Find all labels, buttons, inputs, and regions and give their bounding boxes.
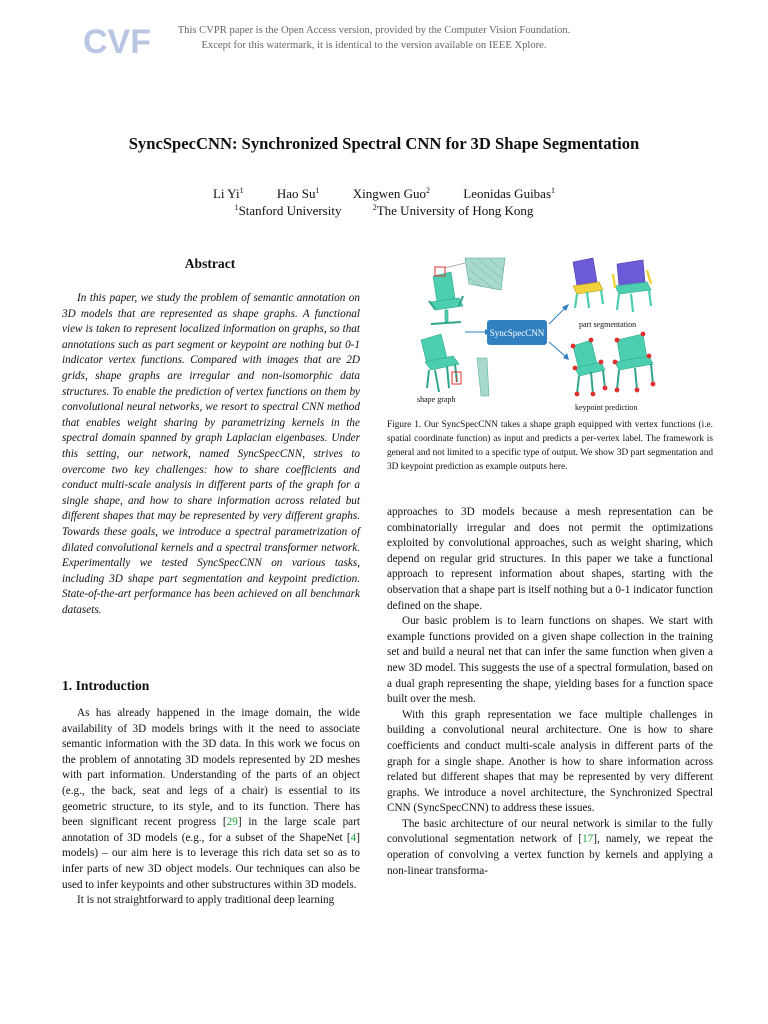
watermark-line-2: Except for this watermark, it is identical to the version available on IEEE Xplore. <box>201 40 547 51</box>
label-keypoint-prediction: keypoint prediction <box>575 403 638 412</box>
watermark-line-1: This CVPR paper is the Open Access version, provided by the Computer Vision Foundation. <box>177 25 571 36</box>
introduction-body <box>62 706 360 909</box>
keypoint-chair-1 <box>573 340 605 394</box>
section-heading-introduction: 1. Introduction <box>62 678 150 693</box>
input-chair-top <box>429 272 463 324</box>
affiliation: $^2$The University of Hong Kong <box>372 203 534 218</box>
author: Hao Su$^1$ <box>276 186 320 201</box>
abstract-heading: Abstract <box>184 256 236 271</box>
author-list <box>0 185 768 202</box>
abstract-text: In this paper, we study the problem of semantic annotation on 3D models that are represented as shape graphs. A functional view is taken to represent localized information on graphs, so that annotations such as part segment or keypoint are nothing but 0-1 indicator vertex functions. Compared with images that are 2D grids, shape graphs are irregular and non-isomorphic data structures. To enable the prediction of vertex functions on them by convolutional neural networks, we resort to spectral CNN method that enables weight sharing by parametrizing kernels in the spectral domain spanned by graph Laplacian eigenbases. Under this setting, our network, named SyncSpecCNN, strives to overcome two key challenges: how to share coefficients and conduct multi-scale analysis in different parts of the graph for a single shape, and how to share information across related but different shapes that may be represented by very different graphs. Towards these goals, we introduce a spectral parametrization of dilated convolutional kernels and a spectral transformer network. Experimentally we tested SyncSpecCNN on various tasks, including 3D shape part segmentation and keypoint prediction. State-of-the-art performance has been achieved on all benchmark datasets. <box>62 292 360 616</box>
cvf-logo <box>83 22 151 61</box>
figure-1 <box>405 254 715 416</box>
label-shape-graph: shape graph <box>417 395 456 404</box>
label-part-segmentation: part segmentation <box>579 320 637 329</box>
segmented-chair-2 <box>613 260 651 312</box>
paragraph: Our basic problem is to learn functions on shapes. We start with example functions provided on a given shape collection in the training set and build a neural net that can infer the same function when given a new 3D model. This suggests the use of a spectral formulation, based on a dual graph representing the shape, yielding bases for a function space built over the mesh. <box>387 615 713 706</box>
citation-link[interactable]: 17 <box>582 833 594 846</box>
author: Li Yi$^1$ <box>212 186 244 201</box>
cvf-logo-text: CVF <box>83 23 151 61</box>
affiliations <box>0 203 768 219</box>
citation-link[interactable]: 29 <box>226 816 238 829</box>
indicator-value: 1 <box>454 374 459 384</box>
affiliation: $^1$Stanford University <box>234 203 342 218</box>
box-label: SyncSpecCNN <box>489 328 545 338</box>
author: Xingwen Guo$^2$ <box>352 186 431 201</box>
right-column-body <box>387 505 713 879</box>
citation-link[interactable]: 4 <box>350 831 357 844</box>
paper-title: SyncSpecCNN: Synchronized Spectral CNN for 3D Shape Segmentation <box>128 134 640 153</box>
author: Leonidas Guibas$^1$ <box>463 186 556 201</box>
paragraph: approaches to 3D models because a mesh representation can be combinatorially irregular and does not permit the optimizations exploited by convolutional approaches, such as weight sharing, which depend on regular grid structures. In this paper we take a functional approach to represent information about shapes, starting with the observation that a shape part is itself nothing but a 0-1 indicator function defined on the shape. <box>387 506 713 612</box>
keypoint-chair-2 <box>615 334 653 390</box>
paragraph: As has already happened in the image domain, the wide availability of 3D models brings with it the need to associate semantic information with the 3D data. In this work we focus on the problem of annotating 3D models represented by 2D meshes with part information. Understanding of the parts of an object (e.g., the back, seat and legs of a chair) is essential to its geometric structure, to its style, and to its function. There has been significant recent progress [29] in the large scale part annotation of 3D models (e.g., for a subset of the ShapeNet [4] models) – our aim here is to leverage this rich data set so as to infer parts of new 3D object models. Our techniques can also be used to infer keypoints and other substructures within 3D models. <box>62 707 360 891</box>
paragraph: It is not straightforward to apply traditional deep learning <box>77 894 335 907</box>
mesh-zoom <box>465 258 505 290</box>
paragraph: The basic architecture of our neural network is similar to the fully convolutional segmentation network of [17], namely, we repeat the operation of convolving a vertex function by kernels and applying a non-linear transforma- <box>387 817 713 877</box>
paragraph: With this graph representation we face multiple challenges in building a convolutional neural architecture. One is how to share coefficients and conduct multi-scale analysis in different parts of the graph for a single shape. Another is how to share information across related but different shapes that may be represented by very different graphs. We introduce a novel architecture, the Synchronized Spectral CNN (SyncSpecCNN) to address these issues. <box>387 708 713 815</box>
watermark <box>150 23 598 53</box>
figure-caption: Figure 1. Our SyncSpecCNN takes a shape graph equipped with vertex functions (i.e. spatial coordinate function) as input and predicts a per-vertex label. The framework is general and not limited to a specific type of output. We show 3D part segmentation and 3D keypoint prediction as example outputs here. <box>387 420 713 472</box>
segmented-chair-1 <box>573 258 603 308</box>
